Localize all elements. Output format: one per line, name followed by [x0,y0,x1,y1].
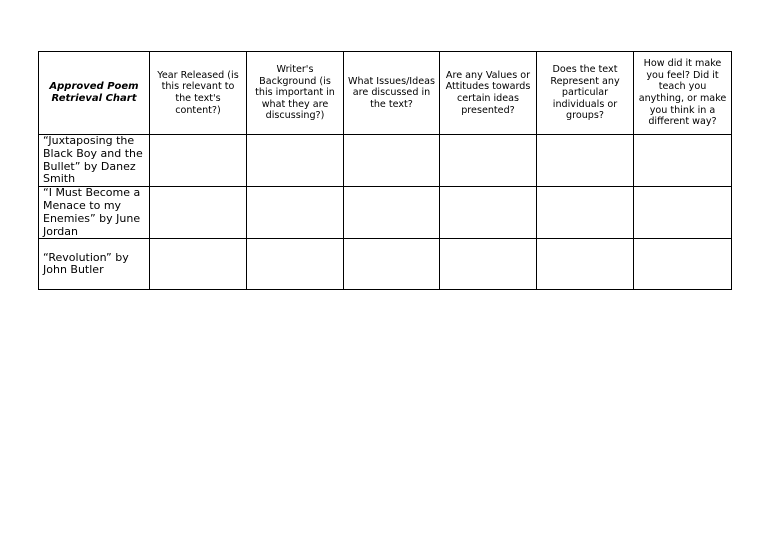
answer-cell[interactable] [247,135,344,187]
answer-cell[interactable] [150,239,247,290]
answer-cell[interactable] [150,187,247,239]
header-row [39,52,732,135]
poem-title-cell: “Juxtaposing the Black Boy and the Bullet” by Danez Smith [39,135,150,187]
answer-cell[interactable] [634,187,732,239]
answer-cell[interactable] [537,187,634,239]
poem-retrieval-table [38,51,732,290]
column-header-values-attitudes: Are any Values or Attitudes towards certain ideas presented? [440,52,537,135]
answer-cell[interactable] [344,135,440,187]
column-header-issues-ideas: What Issues/Ideas are discussed in the text? [344,52,440,135]
answer-cell[interactable] [634,135,732,187]
answer-cell[interactable] [247,187,344,239]
answer-cell[interactable] [247,239,344,290]
column-header-writers-background: Writer's Background (is this important in what they are discussing?) [247,52,344,135]
answer-cell[interactable] [634,239,732,290]
poem-title-cell: “I Must Become a Menace to my Enemies” by June Jordan [39,187,150,239]
answer-cell[interactable] [537,135,634,187]
poem-title-cell: “Revolution” by John Butler [39,239,150,290]
table-row [39,239,732,290]
answer-cell[interactable] [150,135,247,187]
column-header-feelings: How did it make you feel? Did it teach you anything, or make you think in a different way? [634,52,732,135]
table-row [39,187,732,239]
answer-cell[interactable] [344,187,440,239]
table-row [39,135,732,187]
answer-cell[interactable] [440,187,537,239]
answer-cell[interactable] [344,239,440,290]
answer-cell[interactable] [537,239,634,290]
table-title: Approved Poem Retrieval Chart [39,52,150,135]
column-header-year-released: Year Released (is this relevant to the text's content?) [150,52,247,135]
answer-cell[interactable] [440,135,537,187]
answer-cell[interactable] [440,239,537,290]
column-header-representation: Does the text Represent any particular individuals or groups? [537,52,634,135]
